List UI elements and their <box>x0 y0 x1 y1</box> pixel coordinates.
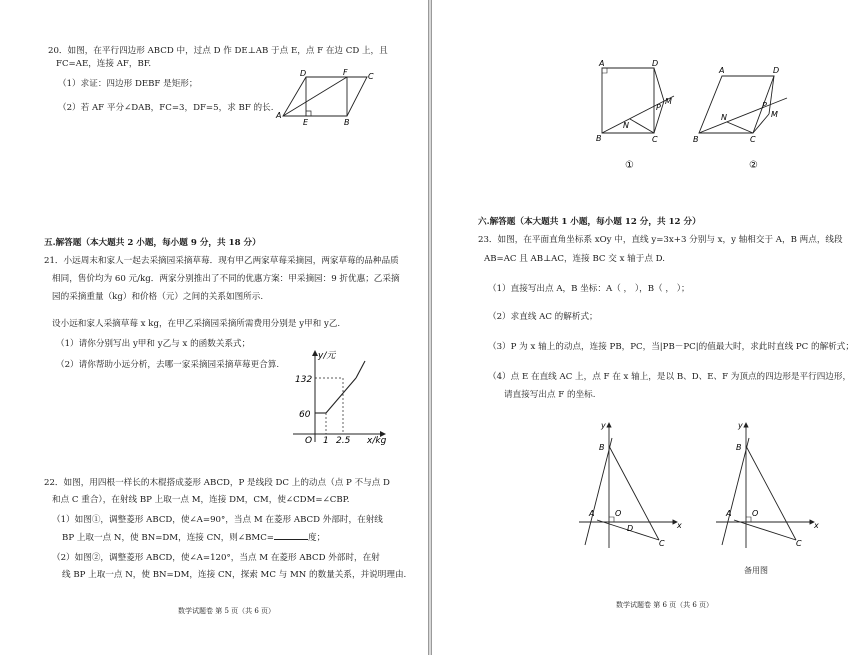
q21-ylabel: y/元 <box>318 351 336 361</box>
q21-xlabel: x/kg <box>367 436 387 446</box>
fig2-label-b: B <box>693 135 699 144</box>
q21-part2: （2）请你帮助小远分析，去哪一家采摘园采摘草莓更合算. <box>56 360 280 370</box>
spare-label-y: y <box>738 421 743 430</box>
q23-label-y: y <box>601 421 606 430</box>
section-5-title: 五.解答题（本大题共 2 小题，每小题 9 分，共 18 分） <box>44 238 261 248</box>
q22-part1-line2 <box>62 531 325 544</box>
section-6-title: 六.解答题（本大题共 1 小题，每小题 12 分，共 12 分） <box>478 217 701 227</box>
q22-figure-1 <box>592 58 677 178</box>
q22-part1-unit: 度； <box>308 533 326 543</box>
q23-line2: AB=AC 且 AB⊥AC，连接 BC 交 x 轴于点 D. <box>484 254 665 264</box>
q21-xtick-1: 1 <box>323 436 329 446</box>
q21-line4: 设小远和家人采摘草莓 x kg，在甲乙采摘园采摘所需费用分别是 y甲和 y乙. <box>52 319 341 329</box>
page-6-footer: 数学试题卷 第 6 页（共 6 页） <box>616 601 714 609</box>
q23-part2: （2）求直线 AC 的解析式； <box>488 312 598 322</box>
q23-part1: （1）直接写出点 A，B 坐标：A（ ， ），B（ ， ）； <box>488 284 690 294</box>
fig1-label-c: C <box>652 135 658 144</box>
fig1-label-n: N <box>623 121 629 130</box>
q22-part2-line2: 线 BP 上取一点 N，使 BN=DM，连接 CN，探索 MC 与 MN 的数量关系，并说明理由. <box>62 570 407 580</box>
q20-label-f: F <box>343 68 348 77</box>
q22-part1-text: BP 上取一点 N，使 BN=DM，连接 CN，则∠BMC= <box>62 533 274 543</box>
q20-label-a: A <box>276 111 282 120</box>
fig1-label-d: D <box>652 59 659 68</box>
spare-label-a: A <box>726 509 732 518</box>
q23-spare-graph <box>714 420 824 550</box>
q23-part3: （3）P 为 x 轴上的动点，连接 PB，PC，当|PB－PC|的值最大时，求此时直线 PC 的解析式； <box>488 342 854 352</box>
fig1-label-a: A <box>599 59 605 68</box>
spare-label-x: x <box>814 521 819 530</box>
q20-label-b: B <box>344 118 350 127</box>
q22-part1-line1: （1）如图①，调整菱形 ABCD，使∠A=90°，当点 M 在菱形 ABCD 外部时，在射线 <box>52 515 383 525</box>
fig2-label-c: C <box>750 135 756 144</box>
q21-line2: 相同，售价均为 60 元/kg．两家分别推出了不同的优惠方案：甲采摘园：9 折优惠；乙采摘 <box>52 274 400 284</box>
q23-part4-line2: 请直接写出点 F 的坐标. <box>504 390 596 400</box>
q23-coordinate-graph <box>577 420 687 550</box>
q20-part2: （2）若 AF 平分∠DAB，FC=3，DF=5，求 BF 的长. <box>58 103 274 113</box>
q22-line2: 和点 C 重合），在射线 BP 上取一点 M，连接 DM，CM，使∠CDM=∠CBP. <box>52 495 350 505</box>
page-5-footer: 数学试题卷 第 5 页（共 6 页） <box>178 607 276 615</box>
fig2-label-d: D <box>773 66 780 75</box>
q21-xtick-2-5: 2.5 <box>336 436 351 446</box>
q20-label-d: D <box>300 69 307 78</box>
fig2-label-a: A <box>719 66 725 75</box>
fig1-label-b: B <box>596 134 602 143</box>
spare-graph-caption: 备用图 <box>744 566 768 575</box>
q22-part2-line1: （2）如图②，调整菱形 ABCD，使∠A=120°，当点 M 在菱形 ABCD 外部时，在射 <box>52 553 380 563</box>
q22-line1: 22．如图，用四根一样长的木棍搭成菱形 ABCD，P 是线段 DC 上的动点（点 P 不与点 D <box>44 478 390 488</box>
exam-page-5 <box>0 0 428 655</box>
q20-label-c: C <box>368 72 374 81</box>
q20-part1: （1）求证：四边形 DEBF 是矩形； <box>58 79 198 89</box>
q21-ytick-60: 60 <box>299 410 311 420</box>
q21-ytick-132: 132 <box>295 375 313 385</box>
spare-label-b: B <box>736 443 742 452</box>
q23-label-c: C <box>659 539 665 548</box>
q23-label-x: x <box>677 521 682 530</box>
fig2-caption: ② <box>749 160 758 171</box>
q23-label-d: D <box>627 524 634 533</box>
fig1-label-m: M <box>665 97 672 106</box>
exam-page-6 <box>432 0 860 655</box>
q20-stem-line1: 20．如图，在平行四边形 ABCD 中，过点 D 作 DE⊥AB 于点 E，点 F 在边 CD 上，且 <box>48 46 388 56</box>
fig2-label-n: N <box>721 113 727 122</box>
q20-parallelogram-figure <box>270 70 380 128</box>
fig1-caption: ① <box>625 160 634 171</box>
q22-answer-blank[interactable] <box>274 531 308 540</box>
q21-line3: 园的采摘重量（kg）和价格（元）之间的关系如图所示. <box>52 292 264 302</box>
fig1-label-p: P <box>656 103 661 112</box>
q20-label-e: E <box>303 118 309 127</box>
q23-label-b: B <box>599 443 605 452</box>
q23-label-o: O <box>615 509 622 518</box>
q23-part4-line1: （4）点 E 在直线 AC 上，点 F 在 x 轴上，是以 B、D、E、F 为顶点的四边形是平行四边形， <box>488 372 852 382</box>
q21-part1: （1）请你分别写出 y甲和 y乙与 x 的函数关系式； <box>56 339 251 349</box>
q23-line1: 23．如图，在平面直角坐标系 xOy 中，直线 y=3x+3 分别与 x，y 轴相交于 A，B 两点，线段 <box>478 235 843 245</box>
fig2-label-p: P <box>762 101 767 110</box>
spare-label-c: C <box>796 539 802 548</box>
q20-stem-line2: FC=AE，连接 AF，BF. <box>56 59 152 69</box>
q21-price-graph <box>285 348 400 448</box>
q21-origin: O <box>305 436 313 446</box>
q21-line1: 21．小远周末和家人一起去采摘园采摘草莓．现有甲乙两家草莓采摘园，两家草莓的品种品质 <box>44 256 399 266</box>
q22-figure-2 <box>687 58 797 178</box>
fig2-label-m: M <box>771 110 778 119</box>
q23-label-a: A <box>589 509 595 518</box>
spare-label-o: O <box>752 509 759 518</box>
